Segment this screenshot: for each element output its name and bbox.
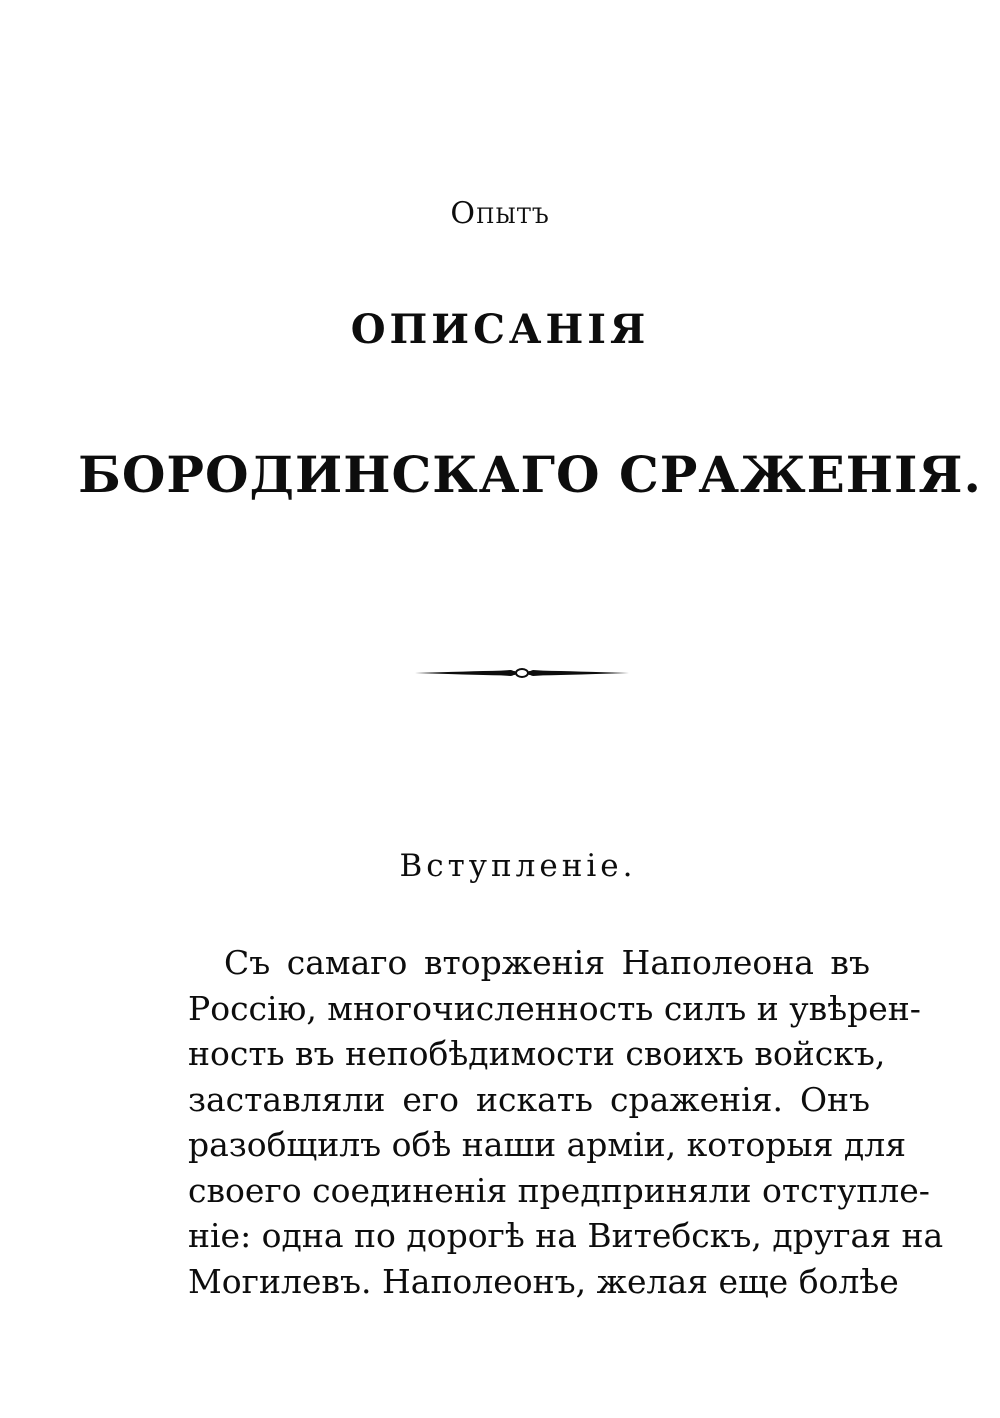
title-prefix: Опытъ — [450, 196, 550, 231]
body-line: разобщилъ обѣ наши арміи, которыя для — [188, 1125, 907, 1164]
body-line: своего соединенія предприняли отступле- — [188, 1170, 930, 1210]
section-heading: Вступленіе. — [399, 848, 637, 884]
title-main: ОПИСАНІЯ — [350, 306, 650, 353]
body-line: Россію, многочисленность силъ и увѣрен- — [188, 988, 921, 1028]
body-line: Могилевъ. Наполеонъ, желая еще болѣе — [188, 1261, 899, 1301]
body-line: ность въ непобѣдимости своихъ войскъ, — [188, 1034, 886, 1073]
title-subject: БОРОДИНСКАГО СРАЖЕНІЯ. — [78, 445, 982, 504]
ornamental-divider — [413, 662, 631, 684]
body-line: ніе: одна по дорогѣ на Витебскъ, другая на — [188, 1216, 944, 1255]
body-line: Съ самаго вторженія Наполеона въ — [224, 943, 870, 982]
body-paragraph — [188, 940, 944, 1304]
body-line: заставляли его искать сраженія. Онъ — [188, 1079, 870, 1119]
